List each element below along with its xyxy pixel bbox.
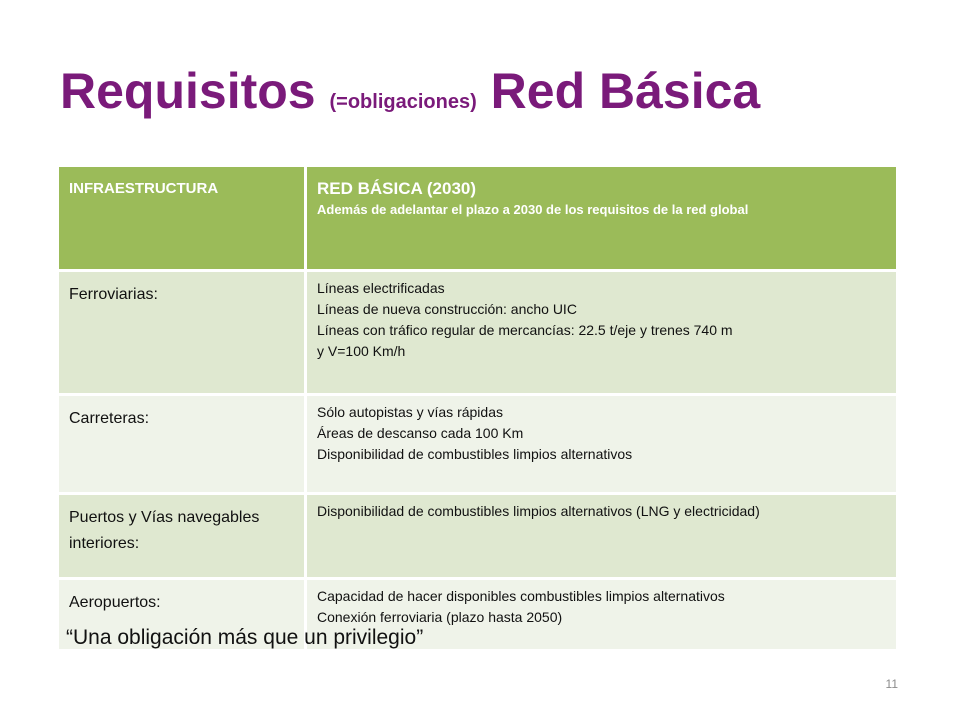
table-row: [58, 271, 898, 395]
requirement-line: Conexión ferroviaria (plazo hasta 2050): [317, 609, 563, 625]
header-red-basica-subtitle: Además de adelantar el plazo a 2030 de los requisitos de la red global: [317, 202, 749, 217]
table-row: [58, 494, 898, 579]
requirement-line: Capacidad de hacer disponibles combustibles limpios alternativos: [317, 588, 725, 604]
requirement-line: Líneas de nueva construcción: ancho UIC: [317, 301, 577, 317]
row-values-ferroviarias: [306, 271, 898, 395]
page-number: 11: [885, 677, 898, 691]
requirement-line: Disponibilidad de combustibles limpios alternativos: [317, 446, 633, 462]
table-row: [58, 395, 898, 494]
header-red-basica-title: RED BÁSICA (2030): [317, 179, 477, 198]
slide-title: [60, 56, 760, 137]
quote-text: “Una obligación más que un privilegio”: [66, 626, 424, 649]
table-header-row: [58, 166, 898, 271]
title-main: Requisitos: [60, 63, 316, 119]
title-subtitle: (=obligaciones): [329, 91, 477, 113]
row-label-puertos: Puertos y Vías navegables interiores:: [58, 494, 306, 579]
row-label-ferroviarias: Ferroviarias:: [58, 271, 306, 395]
row-label-aeropuertos: Aeropuertos:: [58, 579, 306, 651]
requirement-line: Sólo autopistas y vías rápidas: [317, 404, 503, 420]
row-values-carreteras: [306, 395, 898, 494]
requirement-line: Líneas con tráfico regular de mercancías: 22.5 t/eje y trenes 740 m: [317, 322, 733, 338]
header-red-basica: [306, 166, 898, 271]
requirement-line: Áreas de descanso cada 100 Km: [317, 425, 524, 441]
header-infraestructura: INFRAESTRUCTURA: [58, 166, 306, 271]
requirement-line: Líneas electrificadas: [317, 280, 445, 296]
row-values-puertos: [306, 494, 898, 579]
row-label-carreteras: Carreteras:: [58, 395, 306, 494]
title-end: Red Básica: [490, 63, 761, 119]
requirement-line: y V=100 Km/h: [317, 343, 406, 359]
requirement-line: Disponibilidad de combustibles limpios alternativos (LNG y electricidad): [317, 503, 760, 519]
requirements-table: [56, 164, 899, 652]
